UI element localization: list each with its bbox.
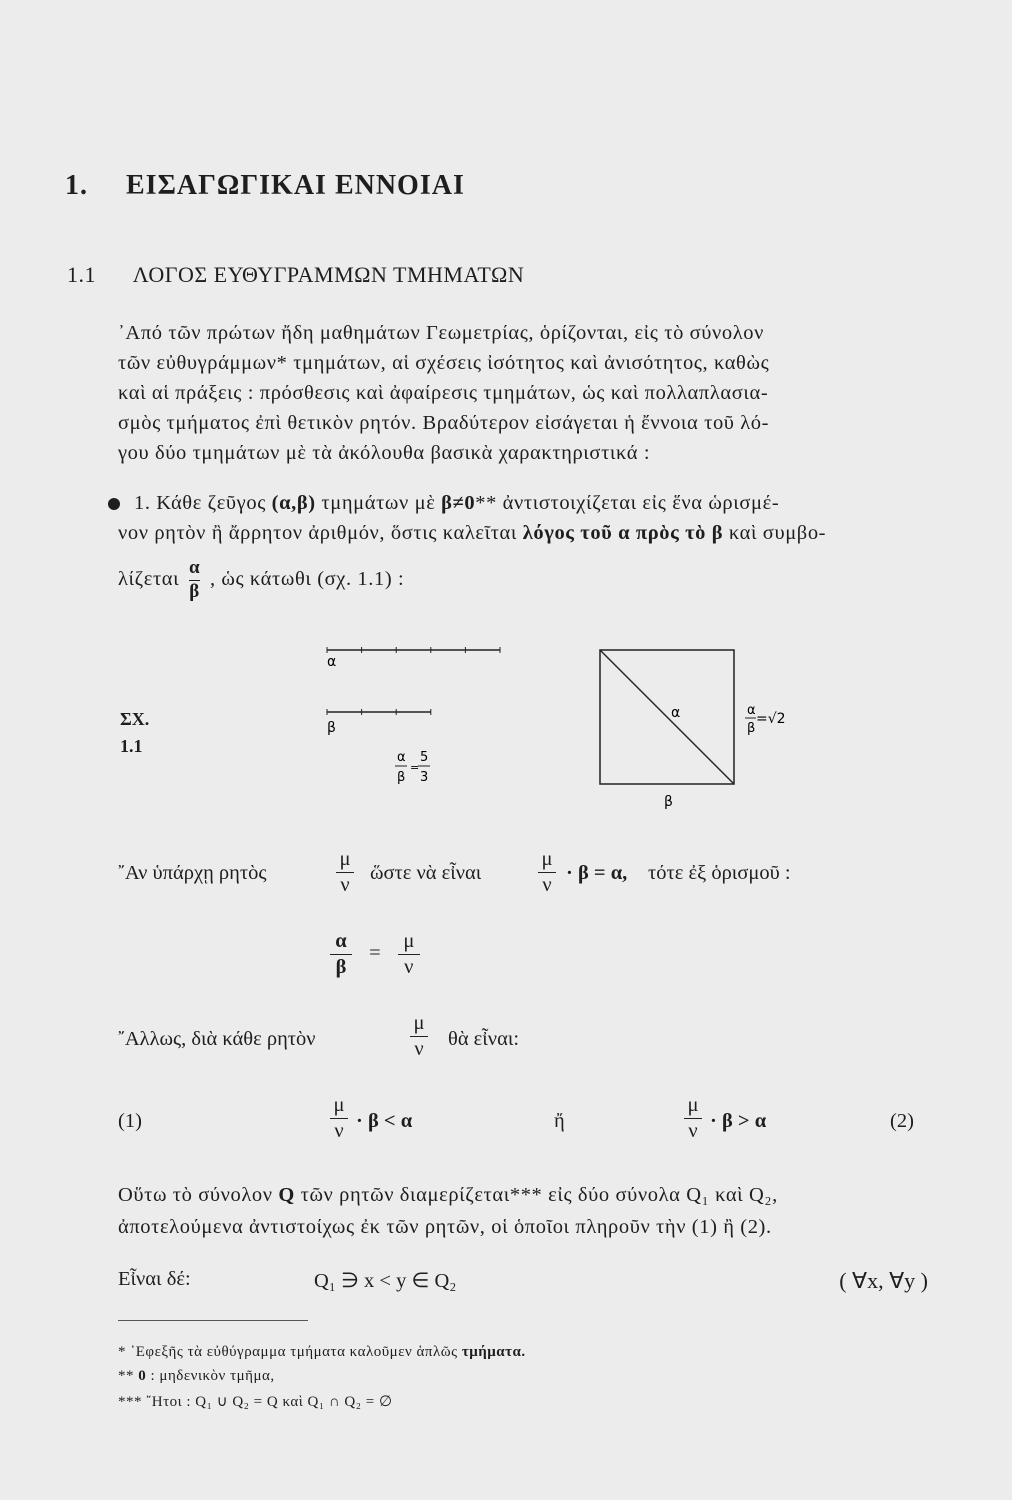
mu-nu-fraction: [410, 1012, 428, 1060]
def-text: νον ρητὸν ἢ ἄρρητον ἀριθμόν, ὅστις καλεῖται: [118, 522, 523, 544]
einai-line: [118, 1268, 928, 1302]
def-text: ** ἀντιστοιχίζεται εἰς ἕνα ὡρισμέ-: [475, 492, 780, 514]
frac-bar: [330, 1118, 348, 1119]
frac-den: ν: [334, 1119, 344, 1142]
frac-bar: [336, 872, 354, 873]
def-text: τμημάτων μὲ: [315, 492, 442, 514]
rational-text: τότε ἐξ ὁρισμοῦ :: [648, 862, 791, 884]
einai-text: Εἶναι δέ:: [118, 1268, 191, 1290]
intro-line: καὶ αἱ πράξεις : πρόσθεσις καὶ ἀφαίρεσις τμημάτων, ὡς καὶ πολλαπλασια-: [118, 382, 769, 404]
frac-bar: [330, 954, 352, 955]
section-heading: [67, 262, 524, 288]
frac-num: μ: [333, 1094, 345, 1116]
bullet-icon: [108, 498, 120, 510]
segment-a-label: α: [327, 654, 337, 670]
otherwise-line: [118, 1012, 718, 1072]
def-text: , ὡς κάτωθι (σχ. 1.1) :: [209, 568, 405, 591]
inequalities-line: [118, 1094, 928, 1154]
partition-text: Οὕτω τὸ σύνολον: [118, 1184, 279, 1206]
footnote-term: 0: [138, 1368, 147, 1384]
ratio-symbol: [189, 558, 200, 603]
rational-text: ὥστε νὰ εἶναι: [370, 862, 482, 884]
ratio-lhs-num: α: [397, 750, 406, 765]
section-number: 1.1: [67, 262, 96, 287]
frac-bar: [684, 1118, 702, 1119]
chapter-number: 1.: [65, 170, 88, 201]
set-Q: Q: [278, 1184, 295, 1206]
intro-line: γου δύο τμημάτων μὲ τὰ ἀκόλουθα βασικὰ χαρακτηριστικά :: [118, 442, 651, 464]
footnote-1: [118, 1344, 526, 1361]
footnote-text: : μηδενικὸν τμῆμα,: [146, 1368, 275, 1384]
def-line-3: [118, 558, 404, 603]
footnote-rule: [118, 1320, 308, 1321]
partition-paragraph: [118, 1184, 926, 1254]
def-text: 1. Κάθε ζεῦγος: [134, 492, 272, 514]
frac-den: β: [189, 580, 200, 602]
mu-nu-fraction: [336, 848, 354, 896]
segment-b-label: β: [327, 720, 336, 736]
definition-1: [118, 492, 926, 622]
chapter-title: ΕΙΣΑΓΩΓΙΚΑΙ ΕΝΝΟΙΑΙ: [126, 170, 465, 201]
sqrt-value: =√2: [756, 711, 786, 727]
rational-text: ῎Αν ὑπάρχῃ ρητὸς: [118, 862, 267, 884]
frac-num: α: [188, 557, 201, 578]
frac-num: μ: [687, 1094, 699, 1116]
frac-den: ν: [542, 873, 552, 896]
side-label: β: [664, 794, 673, 810]
alpha-beta-fraction: [330, 930, 352, 978]
equals-sign: =: [369, 941, 381, 964]
frac-num: μ: [403, 930, 415, 952]
definition-equation: [330, 930, 420, 978]
frac-den: ν: [404, 955, 414, 978]
mu-nu-fraction: [538, 848, 556, 896]
mu-nu-fraction: [684, 1094, 702, 1142]
partition-text: τῶν ρητῶν διαμερίζεται*** εἰς δύο σύνολα Q₁ καὶ Q₂,: [294, 1184, 778, 1206]
footnote-text: * ᾿Εφεξῆς τὰ εὐθύγραμμα τμήματα καλοῦμεν ἁπλῶς: [118, 1344, 462, 1360]
rational-line: [118, 848, 918, 908]
figure-label-line: ΣΧ.: [120, 709, 150, 729]
figure-label: [120, 706, 149, 760]
def-pair: (α,β): [271, 492, 316, 514]
def-line-1: [108, 492, 779, 515]
or-word: ἤ: [554, 1110, 565, 1132]
frac-num: μ: [541, 848, 553, 870]
inequality-2: · β > α: [710, 1110, 767, 1132]
def-term: λόγος τοῦ α πρὸς τὸ β: [522, 522, 724, 544]
diagonal-label: α: [671, 705, 681, 721]
inequality-1: · β < α: [356, 1110, 413, 1132]
frac-den: β: [335, 955, 347, 978]
intro-line: σμὸς τμήματος ἐπὶ θετικὸν ρητόν. Βραδύτερον εἰσάγεται ἡ ἔννοια τοῦ λό-: [118, 412, 770, 434]
def-text: λίζεται: [118, 568, 180, 591]
partition-line: [118, 1184, 778, 1207]
otherwise-text: ῎Αλλως, διὰ κάθε ρητὸν: [118, 1028, 316, 1050]
order-expression: Q₁ ∋ x < y ∈ Q₂: [314, 1270, 457, 1292]
otherwise-text: θὰ εἶναι:: [448, 1028, 520, 1050]
ratio-rhs-num: 5: [420, 750, 429, 765]
section-title: ΛΟΓΟΣ ΕΥΘΥΓΡΑΜΜΩΝ ΤΜΗΜΑΤΩΝ: [132, 262, 525, 287]
square-diagonal: [600, 650, 734, 784]
rational-expr: · β = α,: [566, 862, 628, 884]
partition-line: ἀποτελούμενα ἀντιστοίχως ἐκ τῶν ρητῶν, οἱ ὁποῖοι πληροῦν τὴν (1) ἢ (2).: [118, 1216, 772, 1238]
def-text: καὶ συμβο-: [723, 522, 827, 544]
frac-bar: [410, 1036, 428, 1037]
mu-nu-fraction: [330, 1094, 348, 1142]
frac-den: ν: [340, 873, 350, 896]
equation-label-1: (1): [118, 1110, 142, 1132]
footnote-text: **: [118, 1368, 139, 1384]
footnote-3: *** ῎Ητοι : Q₁ ∪ Q₂ = Q καὶ Q₁ ∩ Q₂ = ∅: [118, 1394, 393, 1410]
intro-line: τῶν εὐθυγράμμων* τμημάτων, αἱ σχέσεις ἰσότητος καὶ ἀνισότητος, καθὼς: [118, 352, 770, 374]
mu-nu-fraction: [398, 930, 420, 978]
equation-label-2: (2): [890, 1110, 914, 1132]
footnote-term: τμήματα.: [461, 1344, 526, 1360]
figure-1-1: [300, 630, 830, 830]
frac-den: ν: [688, 1119, 698, 1142]
intro-paragraph: [118, 322, 926, 482]
ratio-eq: =: [410, 761, 420, 774]
ratio-lhs-den: β: [397, 770, 406, 785]
ratio-rhs-den: 3: [420, 770, 429, 785]
frac-den: ν: [414, 1037, 424, 1060]
chapter-heading: [65, 170, 465, 202]
intro-line: ᾿Από τῶν πρώτων ἤδη μαθημάτων Γεωμετρίας, ὁρίζονται, εἰς τὸ σύνολον: [118, 322, 765, 344]
frac-bar: [538, 872, 556, 873]
def-condition: β≠0: [441, 492, 476, 514]
sqrt-ratio-num: α: [747, 703, 756, 718]
frac-num: α: [335, 930, 347, 952]
quantifiers: ( ∀x, ∀y ): [839, 1268, 928, 1293]
figure-label-line: 1.1: [120, 736, 143, 756]
frac-bar: [398, 954, 420, 955]
frac-num: μ: [339, 848, 351, 870]
def-line-2: [118, 522, 826, 545]
sqrt-ratio-den: β: [747, 721, 756, 736]
footnote-2: [118, 1368, 275, 1385]
frac-num: μ: [413, 1012, 425, 1034]
